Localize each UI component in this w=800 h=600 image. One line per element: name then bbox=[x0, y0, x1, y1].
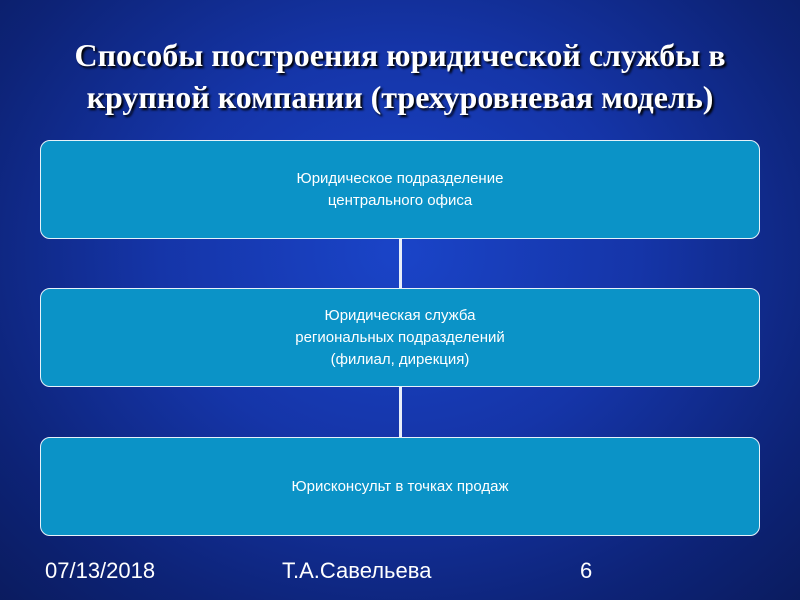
level1-label-line-1: Юридическое подразделение bbox=[296, 169, 504, 187]
level2-label-line-3: (филиал, дирекция) bbox=[330, 350, 470, 368]
footer-page-number: 6 bbox=[580, 558, 593, 583]
slide-title bbox=[20, 34, 780, 118]
level3-label-line-1: Юрисконсульт в точках продаж bbox=[291, 477, 509, 495]
level1-label-line-2: центрального офиса bbox=[327, 191, 473, 209]
slide-title-line-2: крупной компании (трехуровневая модель) bbox=[86, 79, 714, 115]
footer-author: Т.А.Савельева bbox=[282, 558, 432, 583]
connector-level1-level2 bbox=[399, 238, 402, 290]
level3-box-sales-points bbox=[40, 437, 760, 536]
level2-label-line-2: региональных подразделений bbox=[295, 328, 505, 346]
level2-label-line-1: Юридическая служба bbox=[324, 306, 476, 324]
slide-title-line-1: Способы построения юридической службы в bbox=[74, 37, 726, 73]
footer-date: 07/13/2018 bbox=[45, 558, 156, 583]
level2-box-regional-divisions bbox=[40, 288, 760, 387]
connector-level2-level3 bbox=[399, 386, 402, 438]
level1-box-central-office bbox=[40, 140, 760, 239]
